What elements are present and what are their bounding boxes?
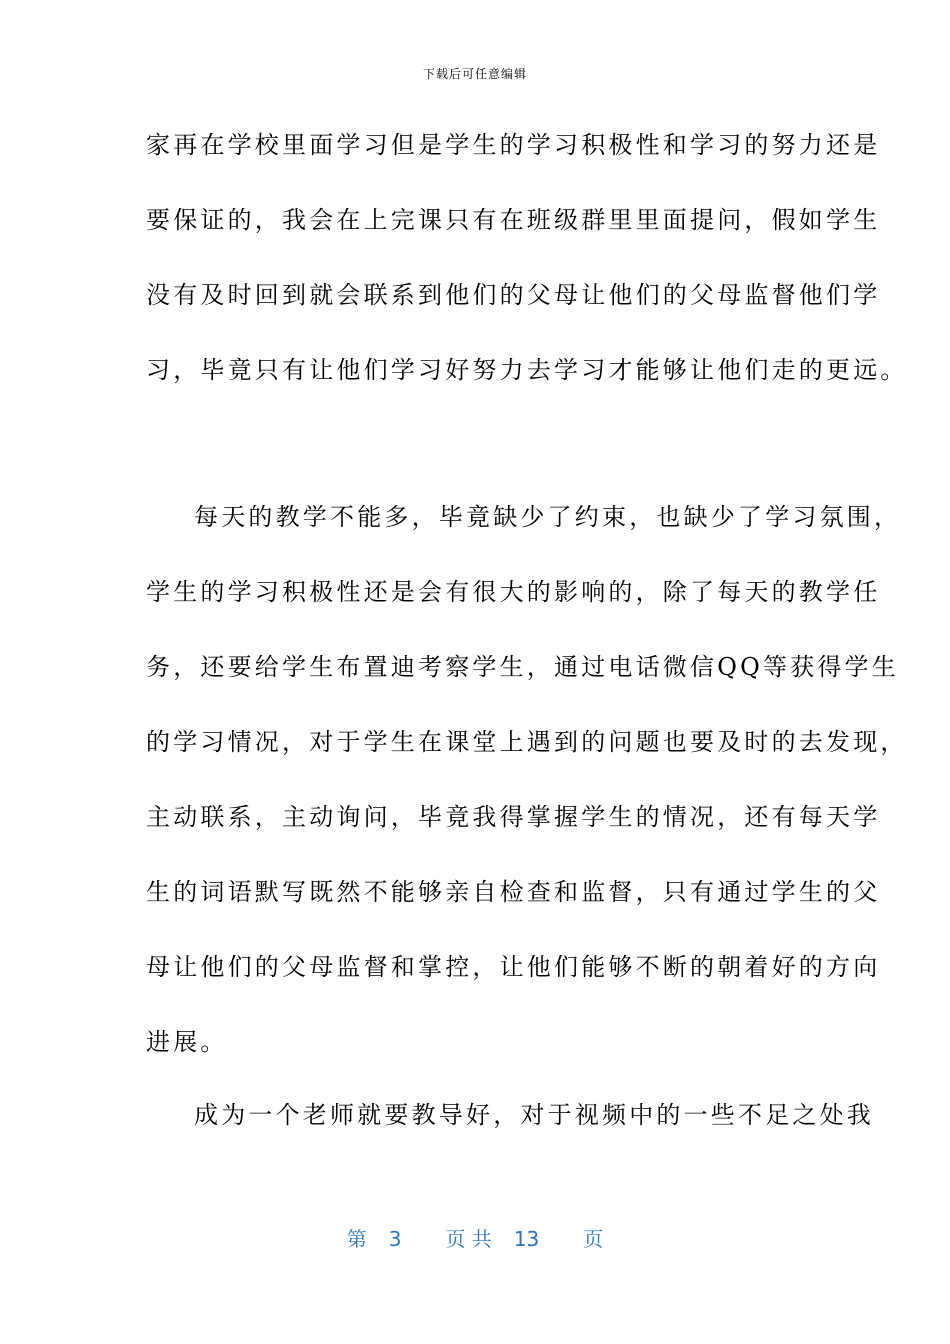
footer-prefix: 第 <box>346 1227 367 1251</box>
text-line: 没有及时回到就会联系到他们的父母让他们的父母监督他们学 <box>146 281 881 309</box>
text-line: 进展。 <box>146 1028 228 1056</box>
text-line: 主动联系，主动询问，毕竟我得掌握学生的情况，还有每天学 <box>146 803 881 831</box>
text-line: 每天的教学不能多，毕竟缺少了约束，也缺少了学习氛围， <box>194 503 902 531</box>
page-header: 下载后可任意编辑 <box>422 67 527 81</box>
text-line: 母让他们的父母监督和掌控，让他们能够不断的朝着好的方向 <box>146 953 881 981</box>
footer-middle: 页 共 <box>445 1227 492 1251</box>
text-line: 生的词语默写既然不能够亲自检查和监督，只有通过学生的父 <box>146 878 881 906</box>
text-line: 习，毕竟只有让他们学习好努力去学习才能够让他们走的更远。 <box>146 356 908 384</box>
text-line: 学生的学习积极性还是会有很大的影响的，除了每天的教学任 <box>146 578 881 606</box>
current-page-number: 3 <box>388 1227 402 1251</box>
text-line: 务，还要给学生布置迪考察学生，通过电话微信QQ等获得学生 <box>146 653 899 681</box>
page-footer <box>0 1226 950 1252</box>
text-line: 的学习情况，对于学生在课堂上遇到的问题也要及时的去发现， <box>146 728 908 756</box>
text-line: 家再在学校里面学习但是学生的学习积极性和学习的努力还是 <box>146 131 881 159</box>
total-pages-number: 13 <box>513 1227 540 1251</box>
text-line: 要保证的，我会在上完课只有在班级群里里面提问，假如学生 <box>146 206 881 234</box>
footer-suffix: 页 <box>583 1227 604 1251</box>
text-line: 成为一个老师就要教导好，对于视频中的一些不足之处我 <box>194 1101 874 1129</box>
